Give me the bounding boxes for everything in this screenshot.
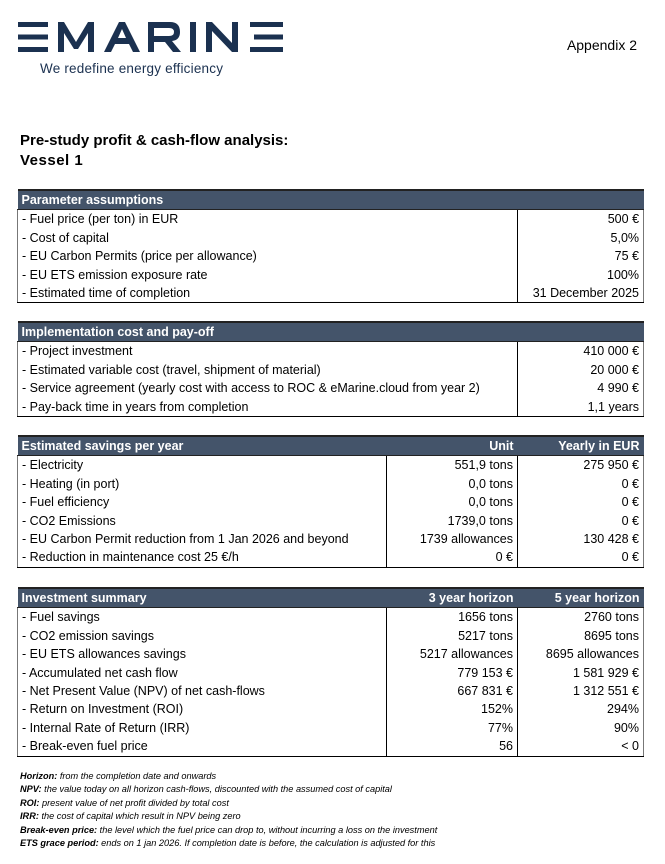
- column-header-5-year: 5 year horizon: [518, 588, 644, 608]
- cell-y3: 5217 tons: [387, 627, 518, 645]
- cell-value: 31 December 2025: [518, 284, 644, 303]
- section-heading: Implementation cost and pay-off: [18, 322, 644, 342]
- table-body: [18, 342, 644, 417]
- table-row: [18, 247, 644, 265]
- cell-value: 100%: [518, 266, 644, 284]
- section-heading: Investment summary: [18, 588, 387, 608]
- cell-label: - Fuel efficiency: [18, 493, 387, 511]
- table-row: [18, 645, 644, 663]
- footnote: [20, 837, 437, 850]
- table-header: [18, 436, 644, 456]
- cell-y5: 90%: [518, 719, 644, 737]
- footnote: [20, 797, 437, 810]
- section-heading: Parameter assumptions: [18, 190, 644, 210]
- cell-unit: 1739 allowances: [387, 530, 518, 548]
- cell-unit: 0,0 tons: [387, 493, 518, 511]
- footnotes: [20, 770, 437, 850]
- footnote-text: from the completion date and onwards: [57, 771, 217, 781]
- cell-label: - Cost of capital: [18, 229, 518, 247]
- table-row: [18, 475, 644, 493]
- cell-label: - Electricity: [18, 456, 387, 475]
- table-body: [18, 210, 644, 303]
- cell-label: - Pay-back time in years from completion: [18, 398, 518, 417]
- cell-label: - Reduction in maintenance cost 25 €/h: [18, 548, 387, 567]
- table-row: [18, 284, 644, 303]
- section-heading: Estimated savings per year: [18, 436, 387, 456]
- table-header: [18, 588, 644, 608]
- cell-value: 5,0%: [518, 229, 644, 247]
- cell-label: - CO2 emission savings: [18, 627, 387, 645]
- implementation-table: [17, 321, 644, 417]
- cell-value: 4 990 €: [518, 379, 644, 397]
- table-row: [18, 608, 644, 627]
- cell-label: - CO2 Emissions: [18, 512, 387, 530]
- footnote-text: ends on 1 jan 2026. If completion date is before, the calculation is adjusted for this: [98, 838, 436, 849]
- cell-unit: 551,9 tons: [387, 456, 518, 475]
- cell-yearly: 130 428 €: [518, 530, 644, 548]
- table-row: [18, 456, 644, 475]
- table-row: [18, 229, 644, 247]
- footnote-term: NPV:: [20, 784, 42, 795]
- cell-y5: 1 312 551 €: [518, 682, 644, 700]
- table-row: [18, 664, 644, 682]
- footnote-term: ROI:: [20, 797, 40, 808]
- cell-y5: 1 581 929 €: [518, 664, 644, 682]
- cell-label: - EU ETS emission exposure rate: [18, 266, 518, 284]
- cell-label: - Heating (in port): [18, 475, 387, 493]
- cell-label: - Internal Rate of Return (IRR): [18, 719, 387, 737]
- tagline: We redefine energy efficiency: [40, 61, 224, 76]
- cell-y5: 8695 tons: [518, 627, 644, 645]
- footnote: [20, 770, 437, 783]
- footnote-text: the value today on all horizon cash-flows, discounted with the assumed cost of capital: [41, 784, 392, 795]
- cell-unit: 0,0 tons: [387, 475, 518, 493]
- footnote-term: ETS grace period:: [20, 838, 99, 849]
- cell-y5: 8695 allowances: [518, 645, 644, 663]
- parameter-assumptions-table: [17, 189, 644, 303]
- table-row: [18, 493, 644, 511]
- table-row: [18, 682, 644, 700]
- table-row: [18, 548, 644, 567]
- table-body: [18, 608, 644, 756]
- cell-y3: 152%: [387, 700, 518, 718]
- cell-unit: 1739,0 tons: [387, 512, 518, 530]
- footnote: [20, 810, 437, 823]
- cell-value: 20 000 €: [518, 361, 644, 379]
- cell-label: - Fuel price (per ton) in EUR: [18, 210, 518, 229]
- cell-yearly: 0 €: [518, 493, 644, 511]
- page-title: Pre-study profit & cash-flow analysis:: [20, 132, 289, 149]
- cell-value: 410 000 €: [518, 342, 644, 361]
- table-row: [18, 700, 644, 718]
- table-row: [18, 530, 644, 548]
- cell-value: 500 €: [518, 210, 644, 229]
- cell-value: 75 €: [518, 247, 644, 265]
- cell-y3: 56: [387, 737, 518, 756]
- table-row: [18, 512, 644, 530]
- cell-label: - Accumulated net cash flow: [18, 664, 387, 682]
- table-row: [18, 266, 644, 284]
- cell-yearly: 0 €: [518, 512, 644, 530]
- emarine-logo: [18, 20, 288, 54]
- cell-label: - Project investment: [18, 342, 518, 361]
- cell-y5: 2760 tons: [518, 608, 644, 627]
- cell-yearly: 0 €: [518, 548, 644, 567]
- column-header-yearly: Yearly in EUR: [518, 436, 644, 456]
- footnote-term: IRR:: [20, 811, 39, 822]
- table-row: [18, 342, 644, 361]
- logo-wordmark: [18, 20, 286, 54]
- footnote: [20, 783, 437, 796]
- investment-summary-table: [17, 587, 644, 757]
- cell-y5: 294%: [518, 700, 644, 718]
- table-row: [18, 719, 644, 737]
- cell-label: - Service agreement (yearly cost with access to ROC & eMarine.cloud from year 2): [18, 379, 518, 397]
- table-row: [18, 737, 644, 756]
- footnote-text: the cost of capital which result in NPV being zero: [38, 811, 241, 822]
- footnote-text: the level which the fuel price can drop to, without incurring a loss on the investment: [97, 824, 438, 835]
- column-header-3-year: 3 year horizon: [387, 588, 518, 608]
- cell-label: - EU Carbon Permits (price per allowance): [18, 247, 518, 265]
- estimated-savings-table: [17, 435, 644, 568]
- cell-label: - Return on Investment (ROI): [18, 700, 387, 718]
- cell-y3: 5217 allowances: [387, 645, 518, 663]
- table-row: [18, 361, 644, 379]
- cell-y3: 667 831 €: [387, 682, 518, 700]
- cell-label: - EU ETS allowances savings: [18, 645, 387, 663]
- table-header: [18, 322, 644, 342]
- cell-yearly: 275 950 €: [518, 456, 644, 475]
- footnote: [20, 824, 437, 837]
- cell-y3: 77%: [387, 719, 518, 737]
- cell-unit: 0 €: [387, 548, 518, 567]
- table-row: [18, 398, 644, 417]
- cell-label: - EU Carbon Permit reduction from 1 Jan 2026 and beyond: [18, 530, 387, 548]
- cell-value: 1,1 years: [518, 398, 644, 417]
- cell-y3: 779 153 €: [387, 664, 518, 682]
- cell-label: - Estimated time of completion: [18, 284, 518, 303]
- cell-label: - Estimated variable cost (travel, shipment of material): [18, 361, 518, 379]
- footnote-term: Horizon:: [20, 771, 58, 781]
- cell-label: - Fuel savings: [18, 608, 387, 627]
- cell-y3: 1656 tons: [387, 608, 518, 627]
- appendix-label: Appendix 2: [566, 37, 637, 53]
- footnote-term: Break-even price:: [20, 824, 98, 835]
- cell-label: - Break-even fuel price: [18, 737, 387, 756]
- footnote-text: present value of net profit divided by total cost: [39, 797, 229, 808]
- table-row: [18, 379, 644, 397]
- table-header: [18, 190, 644, 210]
- table-row: [18, 627, 644, 645]
- column-header-unit: Unit: [387, 436, 518, 456]
- page-subtitle: Vessel 1: [20, 152, 84, 169]
- table-body: [18, 456, 644, 567]
- cell-label: - Net Present Value (NPV) of net cash-flows: [18, 682, 387, 700]
- cell-yearly: 0 €: [518, 475, 644, 493]
- cell-y5: < 0: [518, 737, 644, 756]
- table-row: [18, 210, 644, 229]
